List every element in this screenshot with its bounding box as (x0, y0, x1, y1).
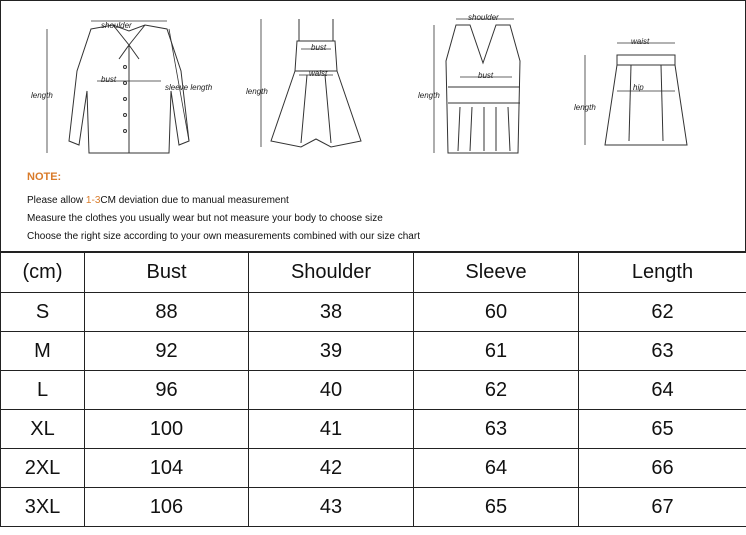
table-row (1, 449, 746, 488)
blouse-diagram (29, 11, 229, 161)
table-header-row (1, 253, 746, 293)
dress-illustration (241, 11, 391, 161)
note-line-3: Choose the right size according to your own measurements combined with our size chart (27, 231, 420, 242)
measurement-guide-panel (0, 0, 746, 252)
note-line-1-accent: 1-3 (85, 195, 101, 206)
sleeve-cell: 64 (414, 449, 579, 488)
size-cell: M (1, 332, 85, 371)
length-cell: 62 (579, 293, 746, 332)
note-title: NOTE: (27, 171, 62, 183)
table-row (1, 488, 746, 527)
bust-label: bust (311, 43, 327, 52)
bust-label: bust (101, 75, 117, 84)
shoulder-cell: 38 (249, 293, 414, 332)
length-cell: 63 (579, 332, 746, 371)
shoulder-cell: 40 (249, 371, 414, 410)
bust-cell: 104 (85, 449, 249, 488)
shoulder-cell: 42 (249, 449, 414, 488)
sleeve-cell: 61 (414, 332, 579, 371)
waist-label: waist (309, 69, 328, 78)
note-line-1 (27, 195, 289, 206)
sleeve-cell: 62 (414, 371, 579, 410)
bust-cell: 88 (85, 293, 249, 332)
bust-label: bust (478, 71, 494, 80)
size-table (0, 252, 746, 527)
table-row (1, 332, 746, 371)
table-row (1, 371, 746, 410)
length-cell: 66 (579, 449, 746, 488)
length-cell: 65 (579, 410, 746, 449)
size-cell: L (1, 371, 85, 410)
length-label: length (574, 103, 596, 112)
table-row (1, 410, 746, 449)
waist-label: waist (631, 37, 650, 46)
dress-diagram (241, 11, 391, 161)
bust-cell: 100 (85, 410, 249, 449)
tank-diagram (416, 11, 541, 161)
shoulder-cell: 41 (249, 410, 414, 449)
size-cell: XL (1, 410, 85, 449)
length-label: length (31, 91, 53, 100)
header-shoulder: Shoulder (249, 253, 414, 293)
shoulder-cell: 39 (249, 332, 414, 371)
tank-illustration (416, 11, 541, 161)
note-line-1-suffix: CM deviation due to manual measurement (100, 195, 289, 206)
skirt-diagram (571, 21, 691, 161)
sleeve-cell: 60 (414, 293, 579, 332)
size-cell: S (1, 293, 85, 332)
sleeve-cell: 65 (414, 488, 579, 527)
bust-cell: 96 (85, 371, 249, 410)
header-bust: Bust (85, 253, 249, 293)
header-sleeve: Sleeve (414, 253, 579, 293)
header-unit: (cm) (1, 253, 85, 293)
sleeve-cell: 63 (414, 410, 579, 449)
header-length: Length (579, 253, 746, 293)
note-line-2: Measure the clothes you usually wear but not measure your body to choose size (27, 213, 383, 224)
note-line-1-prefix: Please allow (27, 195, 86, 206)
shoulder-label: shoulder (468, 13, 499, 22)
bust-cell: 106 (85, 488, 249, 527)
size-cell: 2XL (1, 449, 85, 488)
shoulder-cell: 43 (249, 488, 414, 527)
shoulder-label: shoulder (101, 21, 132, 30)
length-label: length (418, 91, 440, 100)
size-cell: 3XL (1, 488, 85, 527)
length-label: length (246, 87, 268, 96)
table-row (1, 293, 746, 332)
length-cell: 64 (579, 371, 746, 410)
sleeve-length-label: sleeve length (165, 83, 213, 92)
length-cell: 67 (579, 488, 746, 527)
hip-label: hip (633, 83, 644, 92)
bust-cell: 92 (85, 332, 249, 371)
